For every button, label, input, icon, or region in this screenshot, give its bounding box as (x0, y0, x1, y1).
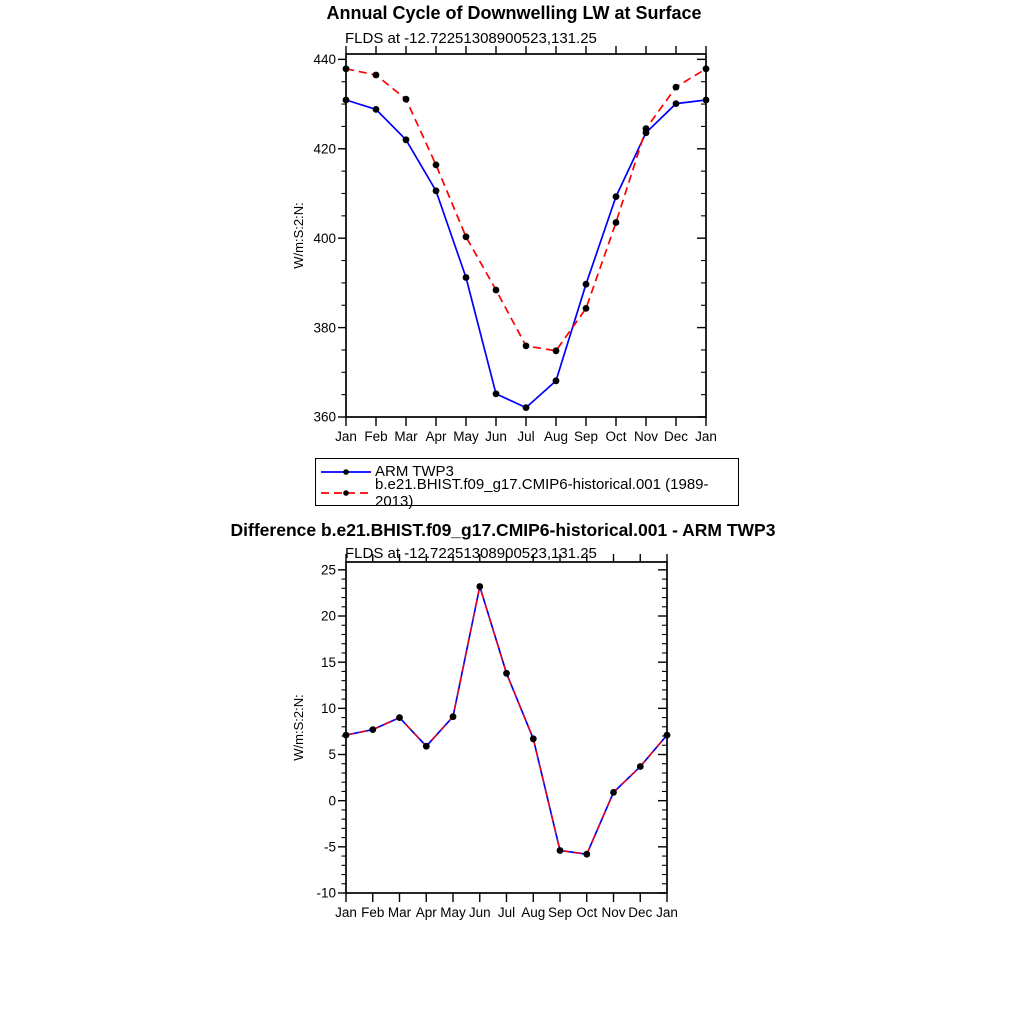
svg-text:Dec: Dec (628, 905, 653, 920)
svg-text:Aug: Aug (543, 429, 569, 444)
legend-dashed-line-sample-icon (319, 486, 373, 500)
svg-text:-5: -5 (323, 839, 336, 855)
svg-text:Jul: Jul (497, 905, 516, 920)
svg-text:Sep: Sep (573, 429, 599, 444)
svg-text:400: 400 (313, 230, 336, 246)
svg-text:Jan: Jan (335, 905, 357, 920)
legend (315, 458, 739, 510)
svg-text:Mar: Mar (394, 429, 418, 444)
chart-0 (291, 46, 717, 444)
legend-label-obs: ARM TWP3 (375, 463, 454, 480)
top-chart-subtitle: FLDS at -12.72251308900523,131.25 (345, 30, 597, 47)
chart-1 (291, 554, 678, 920)
series-line-0-1 (346, 69, 706, 351)
series-line-1-0 (346, 587, 667, 855)
svg-text:Nov: Nov (601, 905, 626, 920)
svg-text:Apr: Apr (425, 429, 447, 444)
legend-item-model (316, 475, 738, 510)
y-axis-label-0: W/m:S:2:N: (291, 202, 306, 269)
svg-text:Oct: Oct (576, 905, 598, 920)
svg-text:Apr: Apr (415, 905, 437, 920)
legend-label-model: b.e21.BHIST.f09_g17.CMIP6-historical.001 (1989-2013) (375, 475, 709, 510)
y-axis-ticks-1 (316, 563, 667, 901)
svg-text:Jul: Jul (517, 429, 535, 444)
svg-text:Jun: Jun (485, 429, 507, 444)
svg-text:Aug: Aug (521, 905, 546, 920)
svg-text:420: 420 (313, 141, 336, 157)
svg-text:440: 440 (313, 52, 336, 68)
svg-text:Sep: Sep (547, 905, 573, 920)
svg-text:Jun: Jun (468, 905, 491, 920)
top-chart-title: Annual Cycle of Downwelling LW at Surface (326, 3, 702, 23)
svg-text:Feb: Feb (361, 905, 385, 920)
svg-text:Oct: Oct (605, 429, 627, 444)
svg-text:Jan: Jan (335, 429, 357, 444)
svg-text:10: 10 (320, 701, 336, 717)
svg-text:0: 0 (328, 793, 336, 809)
svg-text:Feb: Feb (364, 429, 388, 444)
series-markers-0-1 (343, 65, 710, 354)
svg-text:Jan: Jan (656, 905, 678, 920)
series-markers-0-0 (343, 97, 710, 411)
svg-text:May: May (453, 429, 479, 444)
svg-text:15: 15 (320, 654, 336, 670)
y-axis-label-1: W/m:S:2:N: (291, 694, 306, 761)
svg-text:380: 380 (313, 320, 336, 336)
svg-text:Mar: Mar (387, 905, 412, 920)
legend-solid-line-sample-icon (319, 465, 373, 479)
bottom-chart-subtitle: FLDS at -12.72251308900523,131.25 (345, 545, 597, 562)
x-axis-ticks-0 (335, 46, 717, 444)
svg-text:May: May (440, 905, 466, 920)
bottom-chart-title: Difference b.e21.BHIST.f09_g17.CMIP6-historical.001 - ARM TWP3 (230, 520, 776, 540)
svg-text:5: 5 (328, 747, 336, 763)
svg-text:25: 25 (320, 562, 336, 578)
svg-text:Dec: Dec (663, 429, 689, 444)
svg-text:Jan: Jan (695, 429, 717, 444)
series-line-0-0 (346, 100, 706, 408)
svg-text:20: 20 (320, 608, 336, 624)
x-axis-ticks-1 (335, 554, 678, 920)
svg-text:Nov: Nov (633, 429, 659, 444)
svg-text:360: 360 (313, 409, 336, 425)
svg-text:-10: -10 (316, 885, 336, 901)
